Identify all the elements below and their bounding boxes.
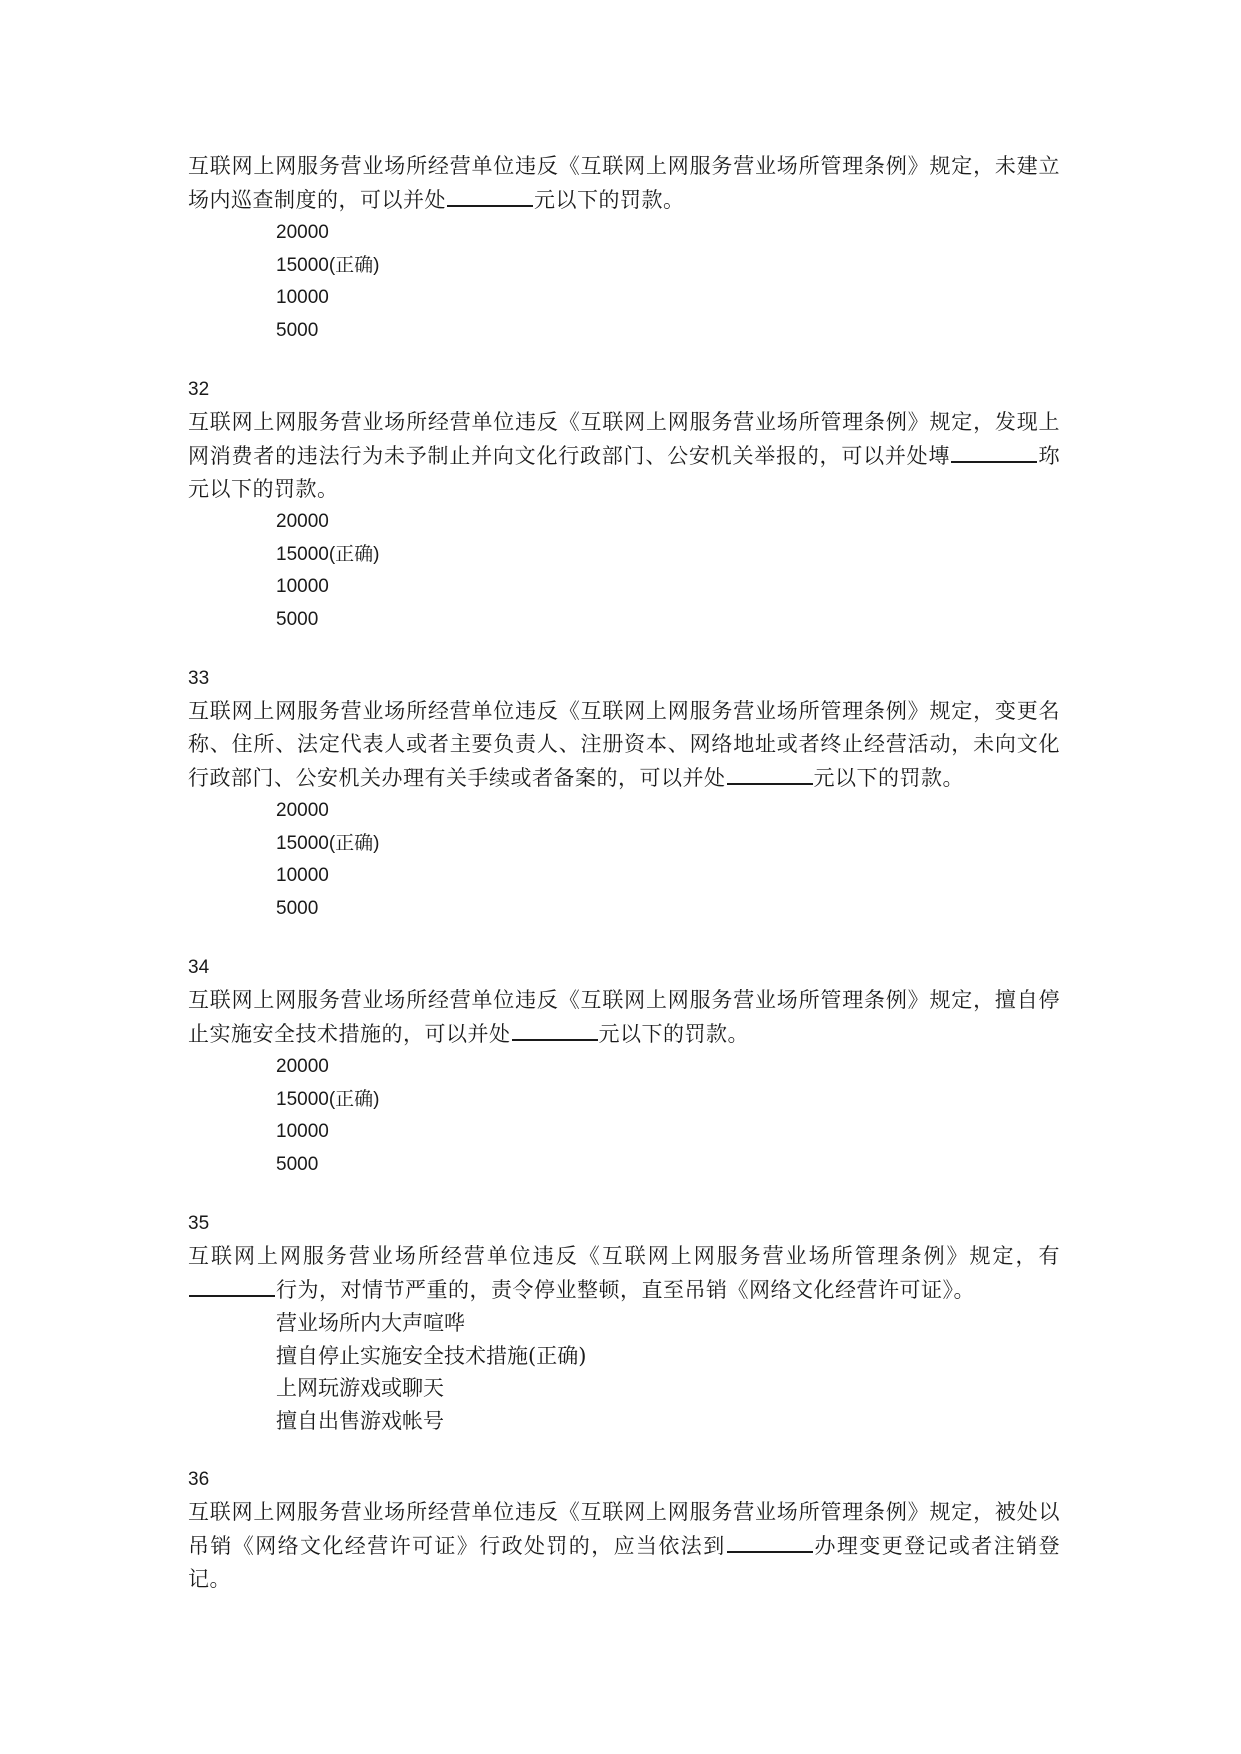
question-text: 互联网上网服务营业场所经营单位违反《互联网上网服务营业场所管理条例》规定，有行为，对情节严重的，责令停业整顿，直至吊销《网络文化经营许可证》。 [188, 1244, 1060, 1302]
option-item: 10000 [276, 865, 329, 886]
answer-blank [512, 1017, 598, 1041]
question-number: 35 [188, 1213, 210, 1234]
option-item: 20000 [276, 222, 329, 243]
option-list [276, 795, 1060, 925]
question-number: 33 [188, 668, 210, 689]
question-item [188, 1463, 1060, 1596]
question-item [188, 373, 1060, 636]
question-item [188, 1207, 1060, 1437]
question-text: 互联网上网服务营业场所经营单位违反《互联网上网服务营业场所管理条例》规定，变更名称、住所、法定代表人或者主要负责人、注册资本、网络地址或者终止经营活动，未向文化行政部门、公安机关办理有关手续或者备案的，可以并处 元以下的罚款。 [188, 699, 1060, 790]
question-text: 互联网上网服务营业场所经营单位违反《互联网上网服务营业场所管理条例》规定，未建立场内巡查制度的，可以并处 元以下的罚款。 [188, 154, 1060, 212]
option-item: 20000 [276, 1056, 329, 1077]
document-page [188, 150, 1060, 1622]
option-list [276, 1051, 1060, 1181]
option-item: 10000 [276, 1121, 329, 1142]
question-text: 互联网上网服务营业场所经营单位违反《互联网上网服务营业场所管理条例》规定，发现上网消费者的违法行为未予制止并向文化行政部门、公安机关举报的，可以并处塼 珎元以下的罚款。 [188, 410, 1060, 501]
option-item: 5000 [276, 897, 319, 919]
answer-blank [727, 761, 813, 785]
option-list [276, 506, 1060, 636]
option-item: 15000(正确) [276, 543, 380, 565]
option-item: 5000 [276, 319, 319, 341]
option-item: 擅自停止实施安全技术措施(正确) [276, 1343, 587, 1368]
answer-blank [951, 439, 1037, 463]
option-list [276, 217, 1060, 347]
option-item: 15000(正确) [276, 1088, 380, 1110]
option-item: 5000 [276, 1153, 319, 1175]
question-item [188, 150, 1060, 347]
option-item: 20000 [276, 511, 329, 532]
option-item: 营业场所内大声喧哗 [276, 1311, 465, 1335]
option-item: 10000 [276, 287, 329, 308]
question-text: 互联网上网服务营业场所经营单位违反《互联网上网服务营业场所管理条例》规定，擅自停止实施安全技术措施的，可以并处 元以下的罚款。 [188, 988, 1060, 1046]
question-number: 32 [188, 379, 210, 400]
option-item: 15000(正确) [276, 254, 380, 276]
answer-blank [189, 1273, 275, 1297]
option-item: 5000 [276, 608, 319, 630]
option-list [276, 1307, 1060, 1437]
option-item: 擅自出售游戏帐号 [276, 1408, 444, 1433]
answer-blank [727, 1529, 813, 1553]
option-item: 上网玩游戏或聊天 [276, 1376, 444, 1400]
option-item: 10000 [276, 576, 329, 597]
question-number: 34 [188, 957, 210, 978]
question-number: 36 [188, 1469, 210, 1490]
question-text: 互联网上网服务营业场所经营单位违反《互联网上网服务营业场所管理条例》规定，被处以吊销《网络文化经营许可证》行政处罚的，应当依法到 办理变更登记或者注销登记。 [188, 1500, 1061, 1591]
answer-blank [447, 183, 533, 207]
option-item: 15000(正确) [276, 832, 380, 854]
question-item [188, 662, 1060, 925]
option-item: 20000 [276, 800, 329, 821]
question-item [188, 951, 1060, 1181]
